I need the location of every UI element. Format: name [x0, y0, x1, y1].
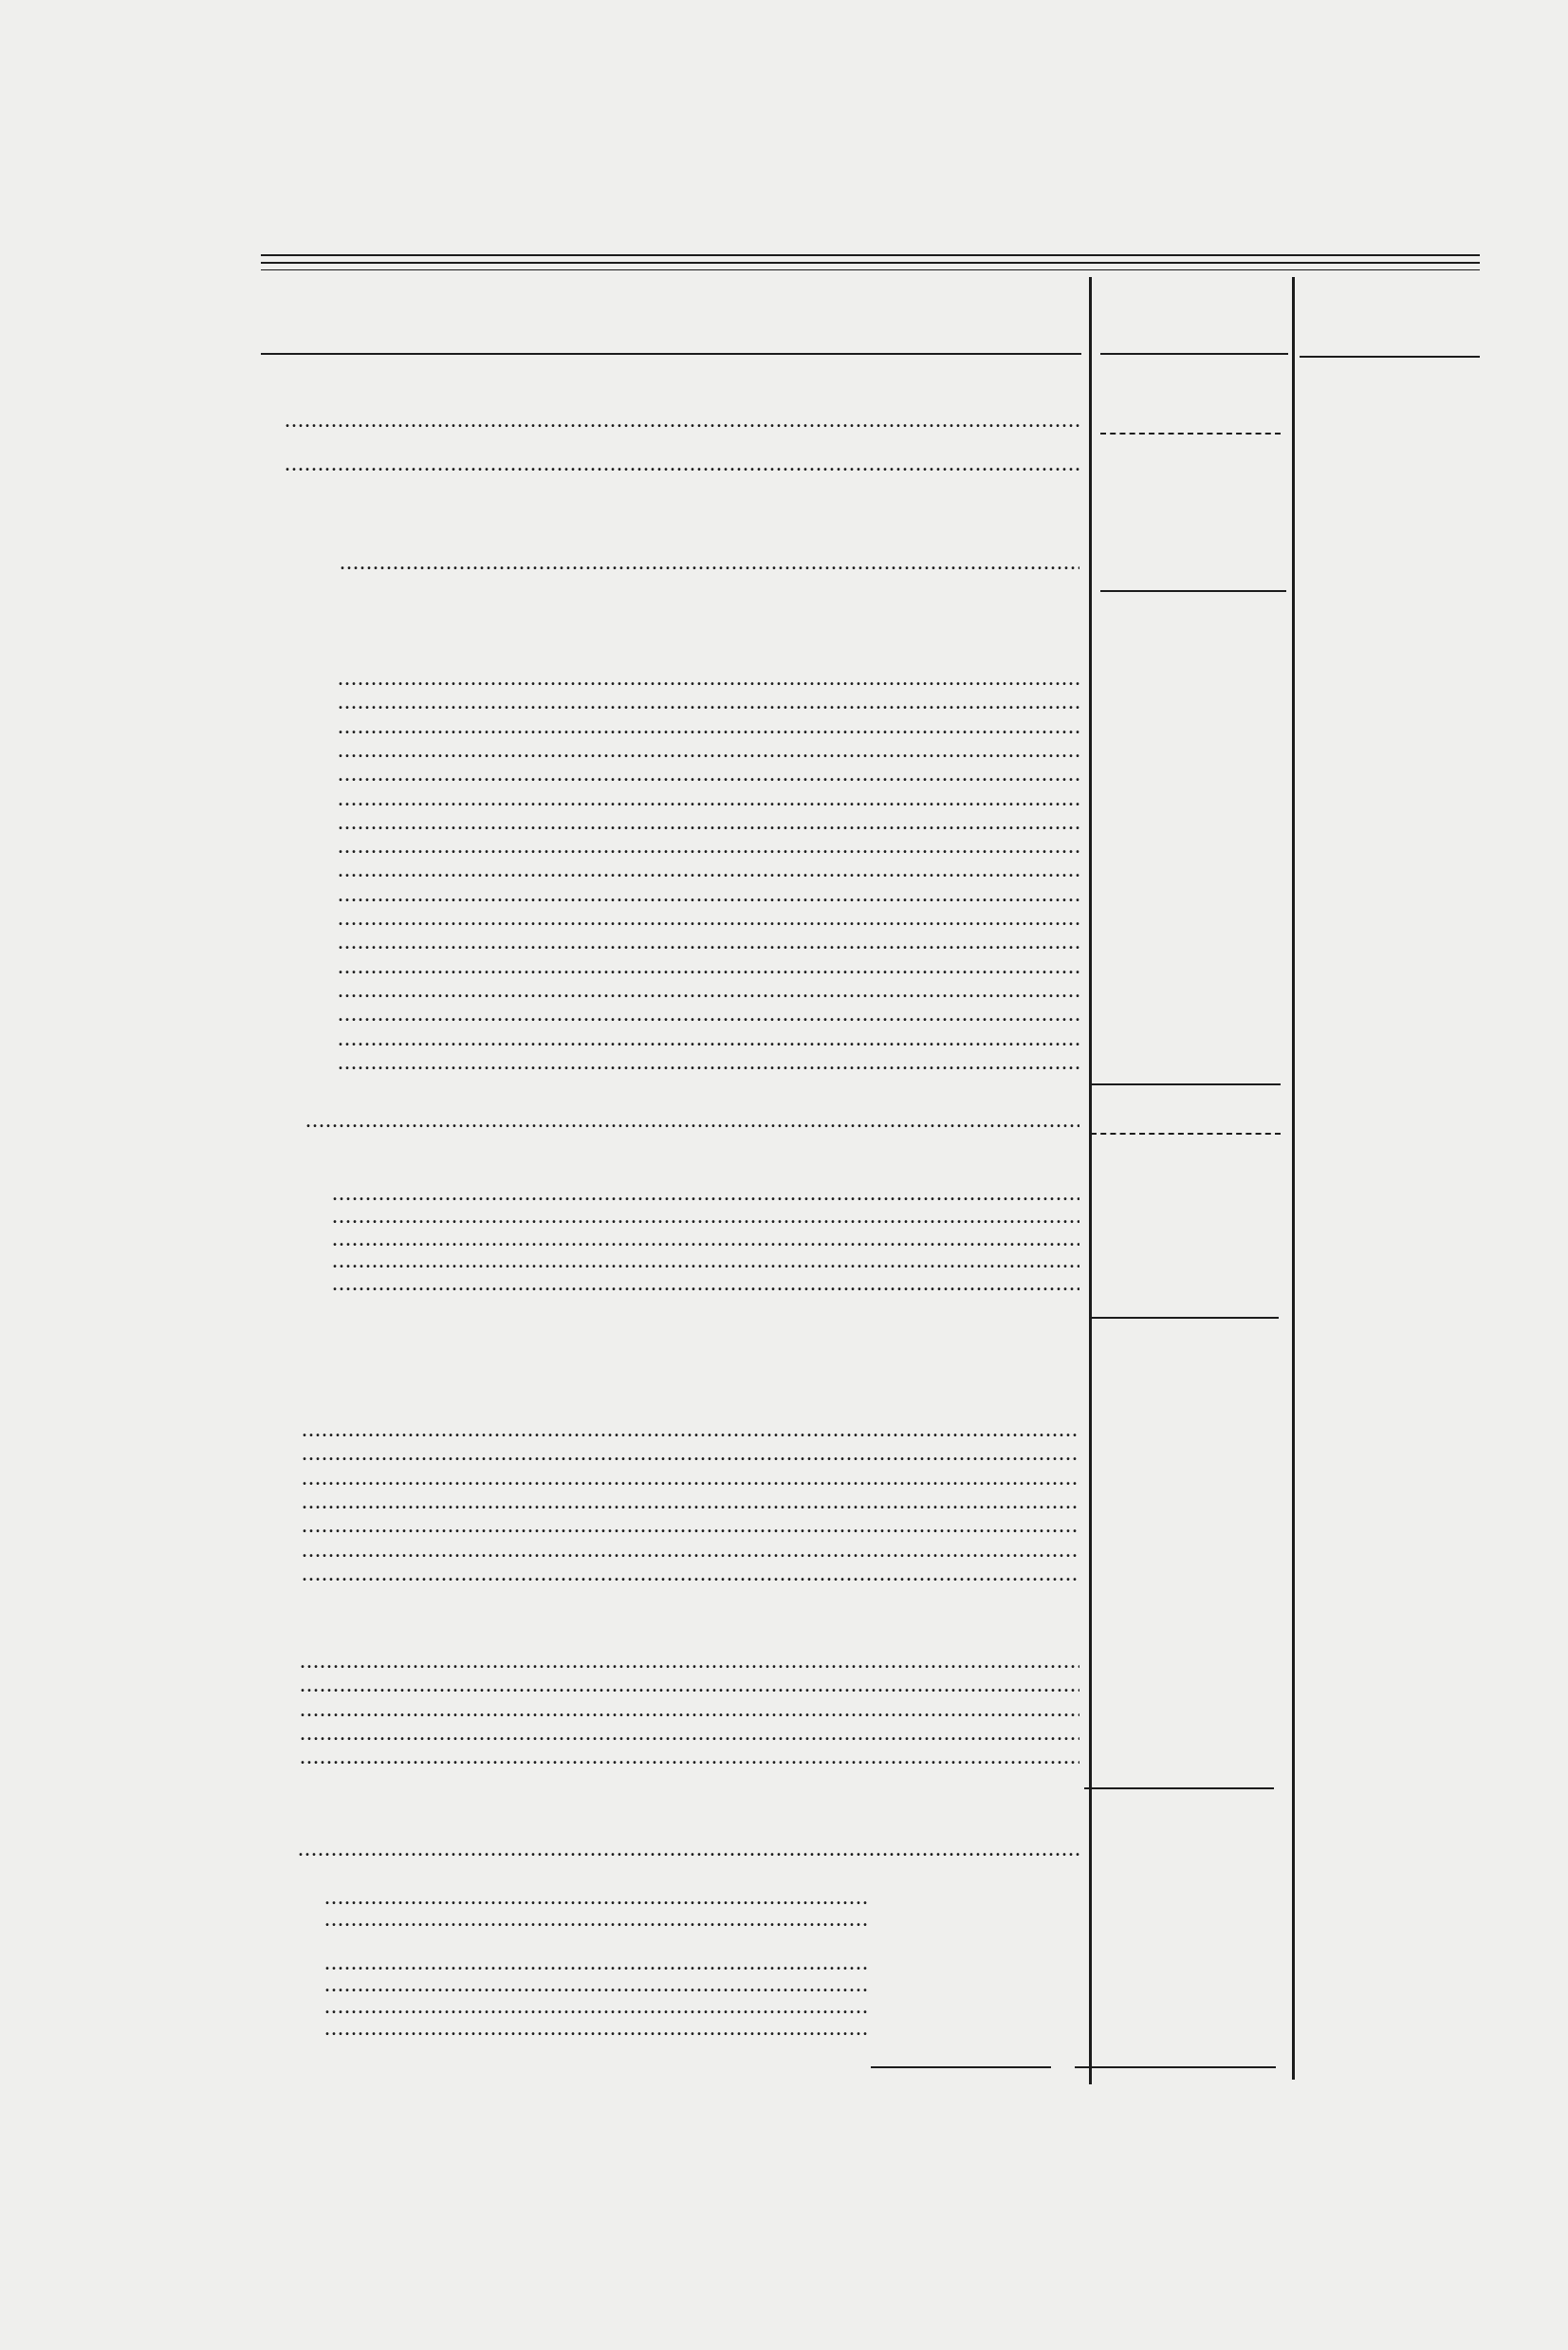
protection-item-label [338, 762, 1079, 786]
column-rule-left [1089, 277, 1092, 2084]
protection-item-label [338, 858, 1079, 882]
cooperative-rule [1089, 1317, 1279, 1319]
research-item-label [300, 1673, 1079, 1697]
protection-item-label [338, 834, 1079, 859]
state-forest-item-label [302, 1466, 1079, 1490]
information-item-label [324, 1907, 868, 1932]
central-transfers-dash [1100, 433, 1281, 435]
protection-item-label [338, 906, 1079, 931]
protection-item-label [338, 666, 1079, 691]
education-rule [871, 2066, 1051, 2068]
protection-rule [1091, 1083, 1281, 1085]
column-rule-right [1292, 277, 1295, 2080]
protection-item-label [338, 810, 1079, 835]
title-rule-top [261, 254, 1480, 256]
clerical-less-line-3 [340, 550, 1079, 575]
protection-item-label [338, 738, 1079, 763]
protection-item-label [338, 786, 1079, 811]
info-ed-rule [1075, 2066, 1276, 2068]
state-forest-item-label [302, 1562, 1079, 1586]
research-item-label [300, 1745, 1079, 1769]
research-item-label [300, 1721, 1079, 1746]
suppression-dash [1091, 1133, 1281, 1135]
protection-item-label [338, 1002, 1079, 1027]
protection-item-label [338, 882, 1079, 907]
info-ed-admin-label [298, 1837, 1079, 1861]
research-rule [1084, 1787, 1274, 1789]
cooperative-item-label [332, 1271, 1079, 1296]
cooperative-item-label [332, 1181, 1079, 1206]
research-item-label [300, 1697, 1079, 1722]
title-rule-third [261, 269, 1480, 270]
protection-item-label [338, 978, 1079, 1003]
state-forest-item-label [302, 1538, 1079, 1563]
protection-item-label [338, 1050, 1079, 1075]
title-rule-bottom [261, 262, 1480, 264]
research-item-label [300, 1649, 1079, 1674]
cooperative-item-label [332, 1204, 1079, 1229]
protection-item-label [338, 690, 1079, 714]
clerical-rule [1100, 590, 1286, 592]
state-forest-item-label [302, 1441, 1079, 1466]
protection-item-label [338, 954, 1079, 979]
protection-item-label [338, 930, 1079, 954]
central-transfers-label [285, 408, 1079, 433]
protection-item-label [338, 714, 1079, 739]
cooperative-item-label [332, 1249, 1079, 1273]
state-forest-item-label [302, 1513, 1079, 1538]
protection-item-label [338, 1027, 1079, 1051]
suppression-label [305, 1108, 1079, 1133]
header-rule-mid [1100, 353, 1288, 355]
state-forest-item-label [302, 1490, 1079, 1514]
clerical-label [285, 452, 1079, 476]
state-forest-item-label [302, 1417, 1079, 1442]
header-rule-left [261, 353, 1081, 355]
header-rule-right [1300, 356, 1480, 358]
education-item-label [324, 2016, 868, 2041]
